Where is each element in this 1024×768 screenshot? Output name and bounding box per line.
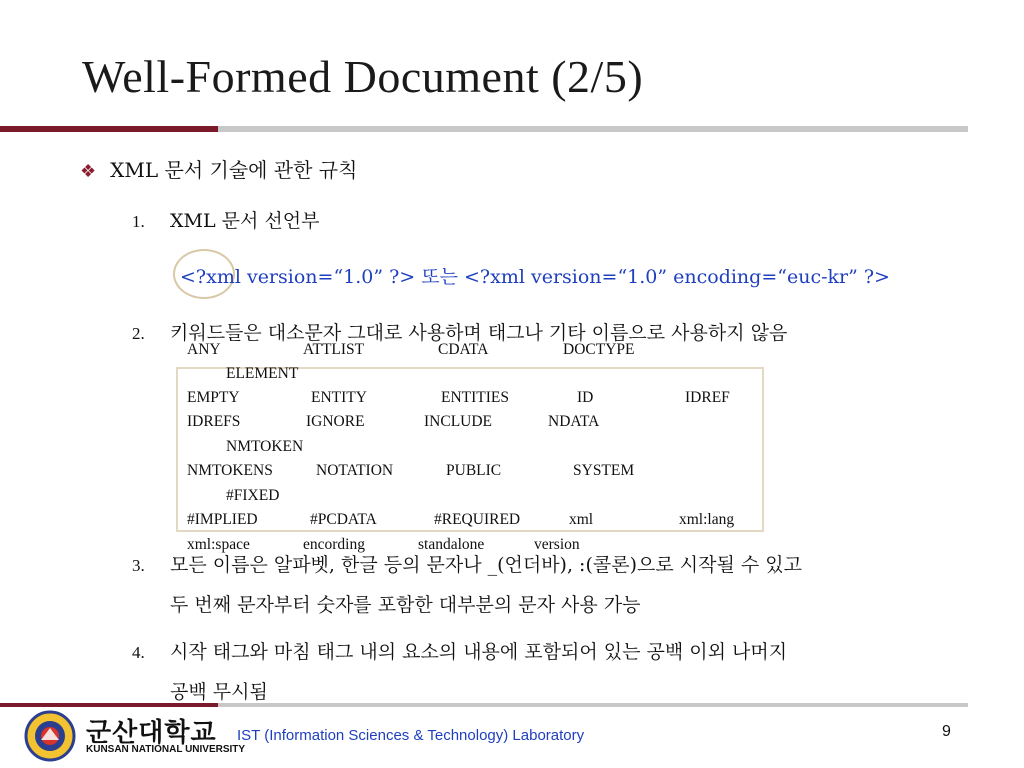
keyword: ENTITY bbox=[311, 389, 367, 406]
title-divider bbox=[0, 126, 968, 132]
keyword: version bbox=[534, 536, 580, 553]
footer-lab-name: IST (Information Sciences & Technology) Laboratory bbox=[237, 727, 585, 744]
keyword: xml:lang bbox=[679, 511, 735, 528]
keyword: ELEMENT bbox=[226, 365, 299, 382]
list-item-4-cont: 공백 무시됨 bbox=[170, 681, 268, 703]
keyword: PUBLIC bbox=[446, 462, 502, 479]
diamond-bullet-icon: ❖ bbox=[80, 161, 97, 182]
keyword: standalone bbox=[418, 536, 485, 553]
keyword: ANY bbox=[187, 341, 221, 358]
keyword: NOTATION bbox=[316, 462, 394, 479]
list-text: 모든 이름은 알파벳, 한글 등의 문자나 _(언더바), :(콜론)으로 시작될 수 있고 bbox=[170, 554, 802, 576]
list-item-3 bbox=[132, 550, 802, 577]
list-number: 3. bbox=[132, 556, 145, 575]
xml-declaration-example: <?xml version=“1.0” ?> 또는 <?xml version=“1.0” encoding=“euc-kr” ?> bbox=[180, 266, 890, 288]
keyword: encording bbox=[303, 536, 365, 553]
keyword: NDATA bbox=[548, 413, 600, 430]
keyword: ENTITIES bbox=[441, 389, 510, 406]
list-item-4 bbox=[132, 637, 787, 664]
list-text: 시작 태그와 마침 태그 내의 요소의 내용에 포함되어 있는 공백 이외 나머지 bbox=[170, 641, 788, 663]
list-number: 4. bbox=[132, 643, 145, 662]
list-number: 2. bbox=[132, 324, 145, 343]
keyword: xml bbox=[569, 511, 594, 528]
university-seal-icon bbox=[24, 710, 76, 762]
list-number: 1. bbox=[132, 212, 145, 231]
university-name-ko: 군산대학교 bbox=[86, 718, 217, 748]
slide-title: Well-Formed Document (2/5) bbox=[82, 51, 644, 102]
title-divider-accent bbox=[0, 126, 218, 132]
keyword: ID bbox=[577, 389, 594, 406]
keyword: IDREFS bbox=[187, 413, 241, 430]
main-bullet-text: XML 문서 기술에 관한 규칙 bbox=[110, 158, 358, 182]
keyword: CDATA bbox=[438, 341, 489, 358]
keyword: IGNORE bbox=[306, 413, 365, 430]
keyword: IDREF bbox=[685, 389, 730, 406]
footer-divider-accent bbox=[0, 703, 218, 707]
list-item-3-cont: 두 번째 문자부터 숫자를 포함한 대부분의 문자 사용 가능 bbox=[170, 594, 641, 616]
keyword: NMTOKENS bbox=[187, 462, 273, 479]
keyword: #FIXED bbox=[226, 487, 280, 504]
footer-divider bbox=[0, 703, 968, 707]
main-bullet bbox=[80, 154, 357, 183]
keyword: #PCDATA bbox=[310, 511, 377, 528]
keyword: xml:space bbox=[187, 536, 250, 553]
keyword: NMTOKEN bbox=[226, 438, 304, 455]
keyword: EMPTY bbox=[187, 389, 240, 406]
keyword: ATTLIST bbox=[303, 341, 365, 358]
keyword: DOCTYPE bbox=[563, 341, 635, 358]
list-text: XML 문서 선언부 bbox=[170, 210, 320, 232]
keyword: #REQUIRED bbox=[434, 511, 521, 528]
keyword: #IMPLIED bbox=[187, 511, 258, 528]
list-text: 키워드들은 대소문자 그대로 사용하며 태그나 기타 이름으로 사용하지 않음 bbox=[170, 322, 788, 344]
university-name-en: KUNSAN NATIONAL UNIVERSITY bbox=[86, 744, 246, 755]
list-item-1 bbox=[132, 206, 319, 233]
keyword: INCLUDE bbox=[424, 413, 493, 430]
page-number: 9 bbox=[942, 723, 951, 740]
keyword: SYSTEM bbox=[573, 462, 635, 479]
